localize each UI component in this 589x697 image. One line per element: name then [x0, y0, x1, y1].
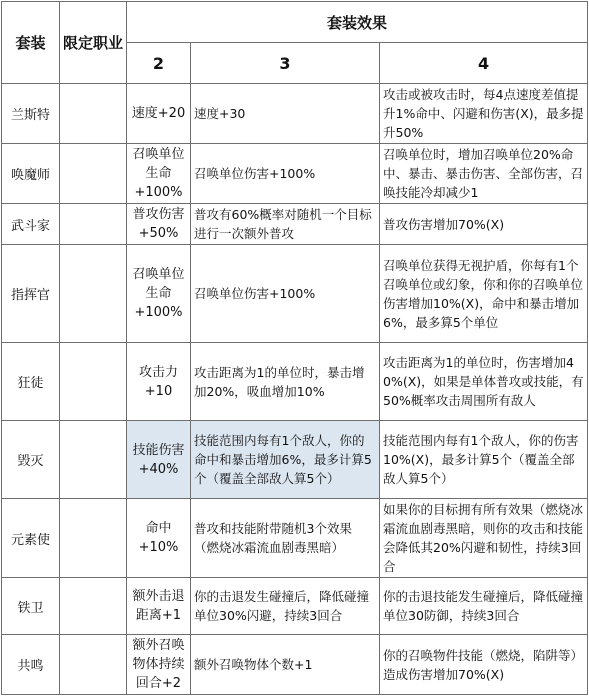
effect-4: 攻击距离为1的单位时，伤害增加40%(X)，如果是单体普攻或技能，有50%概率攻击周围所有敌人 — [380, 343, 588, 421]
effect-3: 速度+30 — [191, 84, 380, 144]
suit-job — [60, 635, 127, 695]
effect-4: 你的击退技能发生碰撞后，降低碰撞单位30防御，持续3回合 — [380, 578, 588, 635]
suit-name: 铁卫 — [2, 578, 60, 635]
header-4: 4 — [380, 43, 588, 84]
effect-2: 普攻伤害+50% — [127, 204, 191, 245]
table-row — [2, 84, 588, 144]
effect-3: 普攻有60%概率对随机一个目标进行一次额外普攻 — [191, 204, 380, 245]
table-row — [2, 343, 588, 421]
effect-3: 技能范围内每有1个敌人，你的命中和暴击增加6%，最多计算5个（覆盖全部敌人算5个） — [191, 421, 380, 499]
suit-job — [60, 343, 127, 421]
effect-2: 额外击退距离+1 — [127, 578, 191, 635]
table-row — [2, 204, 588, 245]
effect-2: 召唤单位生命+100% — [127, 144, 191, 204]
suit-name: 共鸣 — [2, 635, 60, 695]
suit-name: 狂徒 — [2, 343, 60, 421]
suit-job — [60, 204, 127, 245]
suit-name: 毁灭 — [2, 421, 60, 499]
suit-job — [60, 421, 127, 499]
effect-3: 普攻和技能附带随机3个效果（燃烧冰霜流血剧毒黑暗） — [191, 499, 380, 578]
effect-2: 召唤单位生命+100% — [127, 245, 191, 343]
suit-name: 兰斯特 — [2, 84, 60, 144]
suit-job — [60, 144, 127, 204]
table-row — [2, 144, 588, 204]
header-3: 3 — [191, 43, 380, 84]
table-row — [2, 245, 588, 343]
effect-3: 召唤单位伤害+100% — [191, 144, 380, 204]
effect-3: 召唤单位伤害+100% — [191, 245, 380, 343]
suit-job — [60, 578, 127, 635]
header-2: 2 — [127, 43, 191, 84]
table-row — [2, 578, 588, 635]
suit-name: 元素使 — [2, 499, 60, 578]
effect-4: 召唤单位时，增加召唤单位20%命中、暴击、暴击伤害、全部伤害，召唤技能冷却减少1 — [380, 144, 588, 204]
suit-effects-table — [1, 1, 588, 695]
effect-2: 命中+10% — [127, 499, 191, 578]
effect-4: 技能范围内每有1个敌人，你的伤害10%(X)，最多计算5个（覆盖全部敌人算5个） — [380, 421, 588, 499]
effect-3: 你的击退发生碰撞后，降低碰撞单位30%闪避，持续3回合 — [191, 578, 380, 635]
effect-2: 额外召唤物体持续回合+2 — [127, 635, 191, 695]
effect-4: 召唤单位获得无视护盾，你每有1个召唤单位或幻象，你和你的召唤单位伤害增加10%(X)，命中和暴击增加6%，最多算5个单位 — [380, 245, 588, 343]
effect-2: 速度+20 — [127, 84, 191, 144]
effect-4: 攻击或被攻击时，每4点速度差值提升1%命中、闪避和伤害(X)，最多提升50% — [380, 84, 588, 144]
header-job: 限定职业 — [60, 2, 127, 84]
header-effect: 套装效果 — [127, 2, 588, 43]
suit-job — [60, 499, 127, 578]
suit-name: 指挥官 — [2, 245, 60, 343]
effect-3: 额外召唤物体个数+1 — [191, 635, 380, 695]
effect-4: 普攻伤害增加70%(X) — [380, 204, 588, 245]
table-row — [2, 499, 588, 578]
effect-4: 你的召唤物件技能（燃烧，陷阱等）造成伤害增加70%(X) — [380, 635, 588, 695]
effect-4: 如果你的目标拥有所有效果（燃烧冰霜流血剧毒黑暗，则你的攻击和技能会降低其20%闪避和韧性，持续3回合 — [380, 499, 588, 578]
suit-job — [60, 245, 127, 343]
suit-name: 唤魔师 — [2, 144, 60, 204]
suit-job — [60, 84, 127, 144]
effect-2: 技能伤害+40% — [127, 421, 191, 499]
table-row — [2, 421, 588, 499]
effect-3: 攻击距离为1的单位时，暴击增加20%，吸血增加10% — [191, 343, 380, 421]
table-row — [2, 635, 588, 695]
header-suit: 套装 — [2, 2, 60, 84]
effect-2: 攻击力+10 — [127, 343, 191, 421]
suit-name: 武斗家 — [2, 204, 60, 245]
